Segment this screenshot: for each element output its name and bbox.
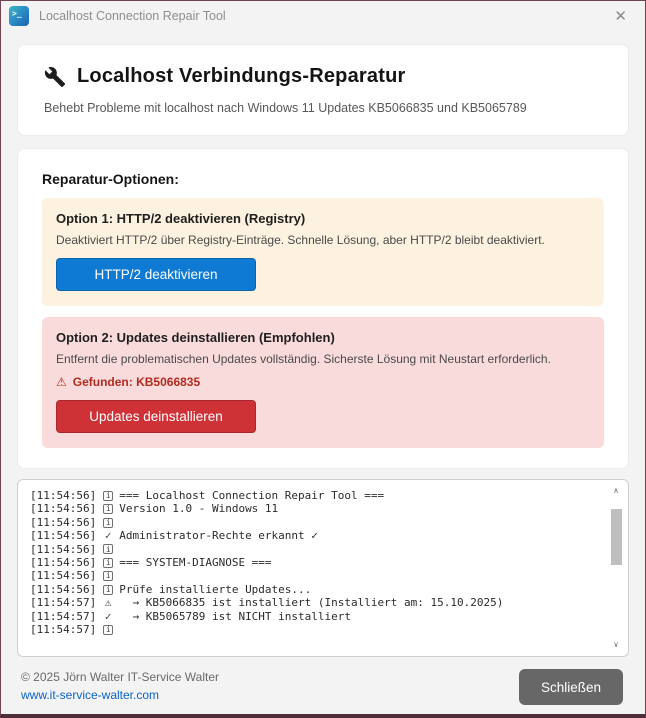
log-timestamp: [11:54:56] [30, 489, 97, 502]
log-message: Prüfe installierte Updates... [119, 582, 312, 596]
log-line [30, 610, 598, 623]
log-timestamp: [11:54:56] [30, 569, 97, 583]
log-timestamp: [11:54:56] [30, 529, 97, 543]
log-timestamp: [11:54:57] [30, 609, 97, 623]
disable-http2-button[interactable]: HTTP/2 deaktivieren [56, 258, 256, 291]
option2-panel [42, 317, 604, 448]
footer-left [21, 670, 219, 704]
update-found-warning [56, 375, 588, 389]
repair-options-card [17, 148, 629, 469]
log-message: → KB5065789 ist NICHT installiert [119, 609, 352, 623]
scrollbar-up-icon[interactable]: ∧ [613, 486, 619, 495]
log-timestamp: [11:54:56] [30, 556, 97, 570]
log-message: → KB5066835 ist installiert (Installiert am: 15.10.2025) [119, 596, 504, 610]
log-line [30, 623, 598, 636]
option1-title: Option 1: HTTP/2 deaktivieren (Registry) [56, 211, 306, 226]
close-button[interactable]: Schließen [519, 669, 623, 705]
window-close-icon[interactable]: ✕ [614, 8, 627, 25]
window-title: Localhost Connection Repair Tool [39, 9, 226, 23]
wrench-icon [44, 66, 66, 88]
option2-description: Entfernt die problematischen Updates vollständig. Sicherste Lösung mit Neustart erforderlich. [56, 352, 551, 366]
scrollbar-track[interactable] [609, 496, 623, 640]
log-timestamp: [11:54:56] [30, 582, 97, 596]
page-subtitle: Behebt Probleme mit localhost nach Windows 11 Updates KB5066835 und KB5065789 [44, 101, 527, 115]
log-line [30, 502, 598, 515]
log-message: Version 1.0 - Windows 11 [119, 502, 279, 516]
option2-title: Option 2: Updates deinstallieren (Empfohlen) [56, 330, 335, 345]
info-icon: i [103, 558, 113, 568]
option1-description: Deaktiviert HTTP/2 über Registry-Einträge. Schnelle Lösung, aber HTTP/2 bleibt deaktiviert. [56, 233, 545, 247]
info-icon: i [103, 571, 113, 581]
uninstall-updates-button[interactable]: Updates deinstallieren [56, 400, 256, 433]
scrollbar-thumb[interactable] [611, 509, 622, 565]
log-line [30, 489, 598, 502]
log-line [30, 543, 598, 556]
warning-triangle-icon: ⚠ [56, 375, 67, 389]
check-icon: ✓ [104, 529, 112, 543]
log-timestamp: [11:54:56] [30, 515, 97, 529]
log-line [30, 569, 598, 582]
log-timestamp: [11:54:57] [30, 596, 97, 610]
log-message: Administrator-Rechte erkannt ✓ [119, 529, 318, 543]
warn-icon: ⚠ [104, 596, 112, 610]
check-icon: ✓ [104, 609, 112, 623]
log-scrollbar[interactable] [609, 486, 623, 650]
titlebar [1, 1, 645, 31]
info-icon: i [103, 544, 113, 554]
info-icon: i [103, 625, 113, 635]
window-content [1, 31, 645, 714]
log-message: === Localhost Connection Repair Tool === [119, 489, 385, 502]
header-card [17, 44, 629, 136]
log-line [30, 556, 598, 569]
info-icon: i [103, 504, 113, 514]
repair-options-heading: Reparatur-Optionen: [42, 171, 179, 187]
log-message: === SYSTEM-DIAGNOSE === [119, 556, 272, 570]
info-icon: i [103, 518, 113, 528]
log-lines [30, 489, 598, 636]
log-line [30, 529, 598, 542]
log-timestamp: [11:54:56] [30, 502, 97, 516]
log-console[interactable] [17, 479, 629, 657]
scrollbar-down-icon[interactable]: ∨ [613, 640, 619, 649]
info-icon: i [103, 491, 113, 501]
copyright-text: © 2025 Jörn Walter IT-Service Walter [21, 670, 220, 684]
powershell-app-icon: >_ [9, 6, 29, 26]
log-timestamp: [11:54:56] [30, 542, 97, 556]
log-line [30, 596, 598, 609]
info-icon: i [103, 585, 113, 595]
warning-text: Gefunden: KB5066835 [72, 375, 201, 389]
log-timestamp: [11:54:57] [30, 623, 97, 637]
option1-panel [42, 198, 604, 306]
footer [17, 667, 629, 705]
log-line [30, 583, 598, 596]
page-title: Localhost Verbindungs-Reparatur [77, 65, 406, 87]
log-line [30, 516, 598, 529]
website-link[interactable]: www.it-service-walter.com [21, 688, 160, 702]
